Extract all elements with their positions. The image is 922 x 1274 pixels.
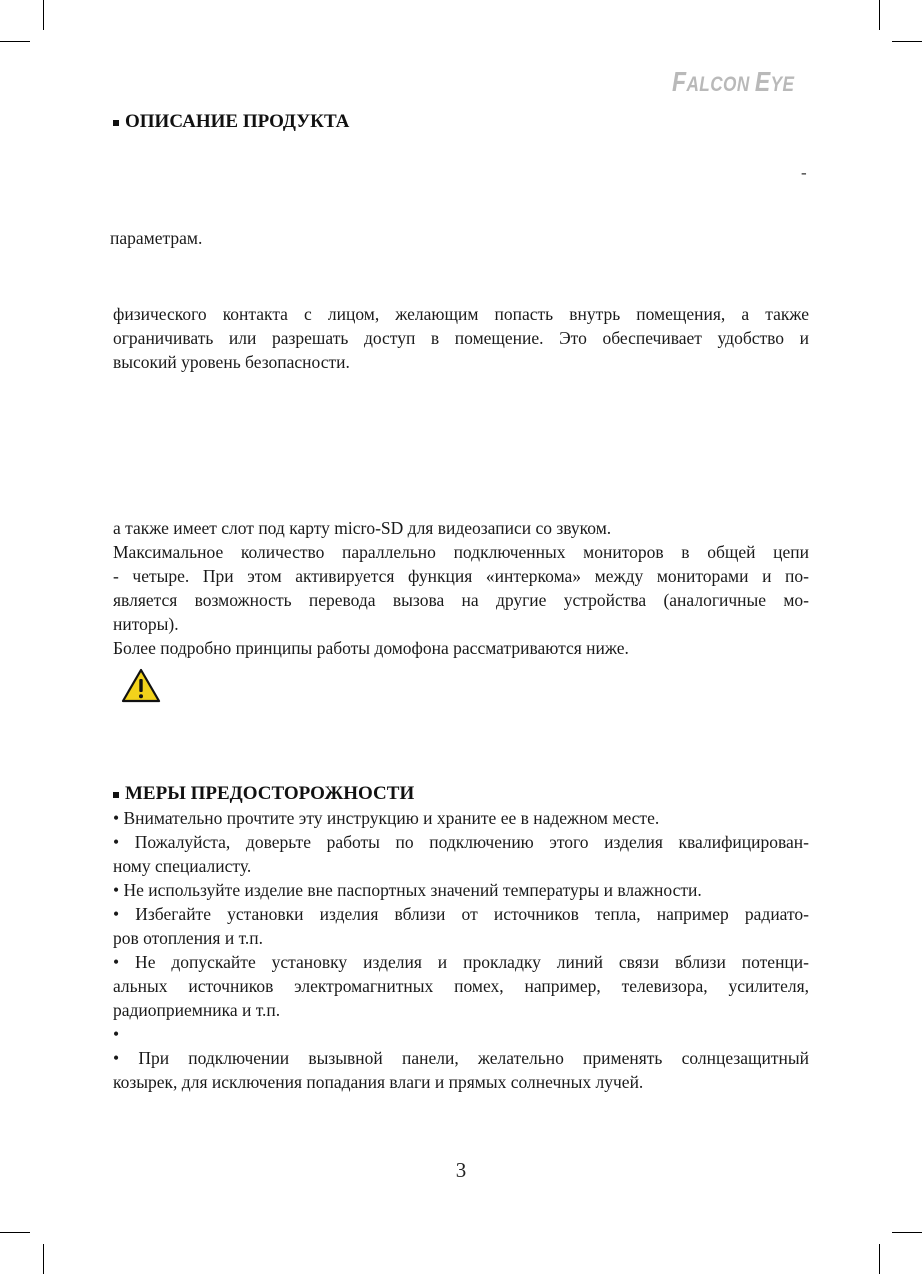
crop-mark [879,1244,880,1274]
list-item: козырек, для исключения попадания влаги и прямых солнечных лучей. [113,1072,644,1092]
list-item: • Не допускайте установку изделия и прокладку линий связи вблизи потенци- [113,952,809,972]
section-heading-product: ОПИСАНИЕ ПРОДУКТА [113,111,349,133]
square-bullet-icon [113,120,119,126]
list-item: • Внимательно прочтите эту инструкцию и храните ее в надежном месте. [113,808,660,828]
list-item: ров отопления и т.п. [113,928,264,948]
paragraph-access: физического контакта с лицом, желающим попасть внутрь помещения, а также ограничивать или разрешать доступ в помещение. Это обеспечивает удобство и высокий уровень безопасности. [113,304,809,372]
crop-mark [892,41,922,42]
list-item: • Не используйте изделие вне паспортных значений температуры и влажности. [113,880,702,900]
warning-triangle-icon [121,668,161,704]
list-item: • [113,1024,120,1044]
list-item: • Избегайте установки изделия вблизи от источников тепла, например радиато- [113,904,809,924]
list-item: ному специалисту. [113,856,252,876]
crop-mark [43,0,44,30]
list-item: радиоприемника и т.п. [113,1000,281,1020]
crop-mark [892,1232,922,1233]
brand-logo: FALCON EYE [672,66,795,97]
crop-mark [879,0,880,30]
precautions-list [113,806,809,1094]
section-heading-precautions: МЕРЫ ПРЕДОСТОРОЖНОСТИ [113,783,414,805]
square-bullet-icon [113,792,119,798]
crop-mark [43,1244,44,1274]
text-line-params: параметрам. [110,228,203,248]
crop-mark [0,1232,30,1233]
list-item: • Пожалуйста, доверьте работы по подключению этого изделия квалифицирован- [113,832,809,852]
page-number: 3 [455,1158,467,1182]
list-item: • При подключении вызывной панели, желательно применять солнцезащитный [113,1048,809,1068]
paragraph-monitors: а также имеет слот под карту micro-SD для видеозаписи со звуком. Максимальное количество параллельно подключенных мониторов в общей цепи - четыре. При этом активируется функция «интеркома» между мониторами и по- является возможность перевода вызова на другие устройства (аналогичные мо- ниторы). Более подробно принципы работы домофона рассматриваются ниже. [113,518,809,658]
list-item: альных источников электромагнитных помех, например, телевизора, усилителя, [113,976,809,996]
crop-mark [0,41,30,42]
stray-dash: - [801,163,807,182]
